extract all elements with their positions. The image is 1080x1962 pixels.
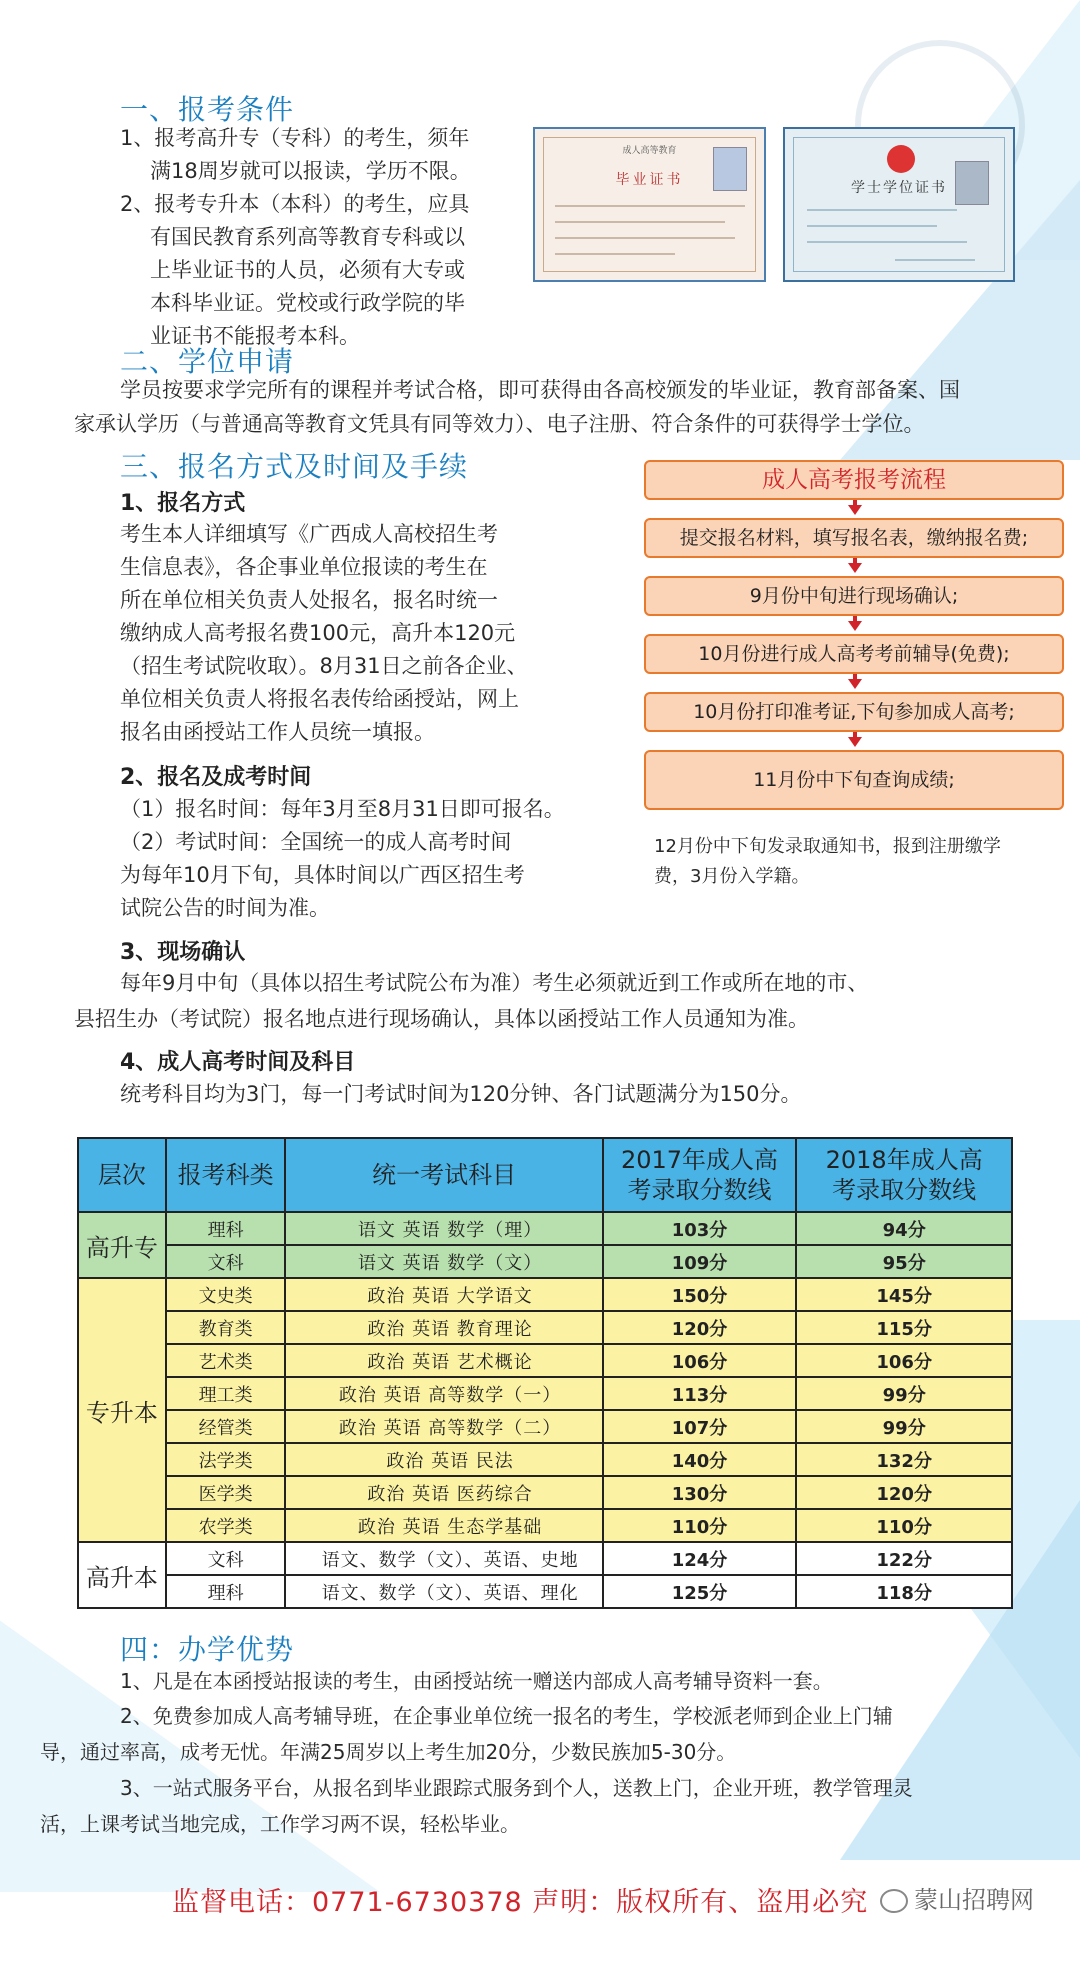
score-2017-cell: 107分 [603, 1410, 797, 1443]
text-line: （2）考试时间：全国统一的成人高考时间 [120, 830, 512, 854]
score-2018-cell: 99分 [796, 1377, 1012, 1410]
text-line: 生信息表》，各企事业单位报读的考生在 [120, 555, 488, 579]
column-header: 统一考试科目 [285, 1138, 602, 1212]
score-2017-cell: 106分 [603, 1344, 797, 1377]
subjects-cell: 政治 英语 高等数学（一） [285, 1377, 602, 1410]
table-row [78, 1476, 1012, 1509]
subjects-cell: 政治 英语 医药综合 [285, 1476, 602, 1509]
text-line: 报名由函授站工作人员统一填报。 [120, 720, 435, 744]
score-2018-cell: 145分 [796, 1278, 1012, 1311]
down-arrow-icon [848, 737, 862, 747]
category-cell: 理科 [166, 1212, 286, 1245]
text-line: 满18周岁就可以报读，学历不限。 [150, 159, 471, 183]
level-cell: 高升专 [78, 1212, 166, 1278]
score-2018-cell: 122分 [796, 1542, 1012, 1575]
category-cell: 经管类 [166, 1410, 286, 1443]
subheading-onsite-confirmation: 3、现场确认 [120, 940, 246, 965]
admission-score-table [77, 1137, 1013, 1609]
table-row [78, 1344, 1012, 1377]
column-header: 2018年成人高考录取分数线 [796, 1138, 1012, 1212]
table-row [78, 1509, 1012, 1542]
score-2018-cell: 120分 [796, 1476, 1012, 1509]
text-line: 每年9月中旬（具体以招生考试院公布为准）考生必须就近到工作或所在地的市、 [120, 971, 869, 995]
text-line: 活，上课考试当地完成，工作学习两不误，轻松毕业。 [40, 1812, 520, 1836]
section-title-degree: 二、学位申请 [120, 345, 295, 378]
category-cell: 农学类 [166, 1509, 286, 1542]
text-line: 1、凡是在本函授站报读的考生，由函授站统一赠送内部成人高考辅导资料一套。 [120, 1669, 833, 1693]
table-row [78, 1377, 1012, 1410]
score-2017-cell: 140分 [603, 1443, 797, 1476]
text-line: 统考科目均为3门，每一门考试时间为120分钟、各门试题满分为150分。 [120, 1082, 802, 1106]
text-line: 导，通过率高，成考无忧。年满25周岁以上考生加20分，少数民族加5-30分。 [40, 1740, 737, 1764]
category-cell: 艺术类 [166, 1344, 286, 1377]
flow-note: 12月份中下旬发录取通知书，报到注册缴学 [654, 836, 1001, 857]
score-2018-cell: 132分 [796, 1443, 1012, 1476]
text-line: 考生本人详细填写《广西成人高校招生考 [120, 522, 498, 546]
degree-title: 学士学位证书 [851, 180, 947, 196]
subheading-exam-subjects: 4、成人高考时间及科目 [120, 1050, 356, 1075]
wechat-icon [880, 1889, 908, 1913]
degree-certificate-image [783, 127, 1015, 282]
table-row [78, 1311, 1012, 1344]
text-line: 本科毕业证。党校或行政学院的毕 [150, 291, 465, 315]
category-cell: 教育类 [166, 1311, 286, 1344]
table-row [78, 1278, 1012, 1311]
score-2017-cell: 109分 [603, 1245, 797, 1278]
section-title-registration: 三、报名方式及时间及手续 [120, 450, 469, 483]
table-row [78, 1443, 1012, 1476]
down-arrow-icon [848, 563, 862, 573]
subheading-registration-time: 2、报名及成考时间 [120, 765, 312, 790]
category-cell: 理工类 [166, 1377, 286, 1410]
subjects-cell: 政治 英语 生态学基础 [285, 1509, 602, 1542]
category-cell: 文科 [166, 1542, 286, 1575]
score-2017-cell: 124分 [603, 1542, 797, 1575]
score-2017-cell: 113分 [603, 1377, 797, 1410]
text-line: 单位相关负责人将报名表传给函授站，网上 [120, 687, 519, 711]
down-arrow-icon [848, 505, 862, 515]
flow-note: 费，3月份入学籍。 [654, 866, 810, 887]
flowchart-title: 成人高考报考流程 [644, 460, 1064, 500]
score-2017-cell: 125分 [603, 1575, 797, 1608]
score-2018-cell: 94分 [796, 1212, 1012, 1245]
table-row [78, 1410, 1012, 1443]
text-line: 2、报考专升本（本科）的考生，应具 [120, 192, 470, 216]
score-2018-cell: 115分 [796, 1311, 1012, 1344]
text-line: 上毕业证书的人员，必须有大专或 [150, 258, 465, 282]
text-line: 家承认学历（与普通高等教育文凭具有同等效力）、电子注册、符合条件的可获得学士学位。 [74, 412, 925, 436]
text-line: 2、免费参加成人高考辅导班，在企事业单位统一报名的考生，学校派老师到企业上门辅 [120, 1704, 893, 1728]
table-row [78, 1542, 1012, 1575]
text-line: 业证书不能报考本科。 [150, 324, 360, 348]
score-2017-cell: 110分 [603, 1509, 797, 1542]
score-2017-cell: 120分 [603, 1311, 797, 1344]
category-cell: 法学类 [166, 1443, 286, 1476]
watermark-logo [880, 1880, 1034, 1915]
text-line: 学员按要求学完所有的课程并考试合格，即可获得由各高校颁发的毕业证，教育部备案、国 [120, 378, 960, 402]
column-header: 报考科类 [166, 1138, 286, 1212]
text-line: 缴纳成人高考报名费100元，高升本120元 [120, 621, 516, 645]
level-cell: 高升本 [78, 1542, 166, 1608]
photo-icon [955, 161, 989, 205]
flow-step: 10月份进行成人高考考前辅导(免费); [644, 634, 1064, 674]
category-cell: 医学类 [166, 1476, 286, 1509]
subjects-cell: 语文、数学（文）、英语、史地 [285, 1542, 602, 1575]
section-title-advantages: 四：办学优势 [120, 1633, 295, 1666]
score-2018-cell: 106分 [796, 1344, 1012, 1377]
level-cell: 专升本 [78, 1278, 166, 1542]
category-cell: 理科 [166, 1575, 286, 1608]
watermark-text: 蒙山招聘网 [914, 1886, 1034, 1914]
text-line: （1）报名时间：每年3月至8月31日即可报名。 [120, 797, 565, 821]
score-2017-cell: 150分 [603, 1278, 797, 1311]
subjects-cell: 政治 英语 艺术概论 [285, 1344, 602, 1377]
score-2018-cell: 110分 [796, 1509, 1012, 1542]
text-line: 县招生办（考试院）报名地点进行现场确认，具体以函授站工作人员通知为准。 [74, 1007, 809, 1031]
subjects-cell: 语文、数学（文）、英语、理化 [285, 1575, 602, 1608]
table-row [78, 1245, 1012, 1278]
table-header-row [78, 1138, 1012, 1212]
text-line: 3、一站式服务平台，从报名到毕业跟踪式服务到个人，送教上门，企业开班，教学管理灵 [120, 1776, 913, 1800]
text-line: 有国民教育系列高等教育专科或以 [150, 225, 465, 249]
diploma-title: 毕业证书 [615, 172, 684, 188]
table-row [78, 1575, 1012, 1608]
score-2018-cell: 118分 [796, 1575, 1012, 1608]
text-line: 试院公告的时间为准。 [120, 896, 330, 920]
diploma-certificate-image [533, 127, 766, 282]
column-header: 层次 [78, 1138, 166, 1212]
diploma-header: 成人高等教育 [622, 146, 677, 156]
subjects-cell: 政治 英语 高等数学（二） [285, 1410, 602, 1443]
subjects-cell: 语文 英语 数学（文） [285, 1245, 602, 1278]
flow-step: 9月份中旬进行现场确认; [644, 576, 1064, 616]
flow-step: 提交报名材料，填写报名表，缴纳报名费; [644, 518, 1064, 558]
subjects-cell: 政治 英语 大学语文 [285, 1278, 602, 1311]
text-line: 1、报考高升专（专科）的考生，须年 [120, 126, 470, 150]
score-2017-cell: 103分 [603, 1212, 797, 1245]
table-row [78, 1212, 1012, 1245]
subjects-cell: 语文 英语 数学（理） [285, 1212, 602, 1245]
text-line: 为每年10月下旬，具体时间以广西区招生考 [120, 863, 525, 887]
score-2018-cell: 99分 [796, 1410, 1012, 1443]
down-arrow-icon [848, 679, 862, 689]
subheading-registration-method: 1、报名方式 [120, 491, 246, 516]
text-line: 所在单位相关负责人处报名，报名时统一 [120, 588, 498, 612]
category-cell: 文史类 [166, 1278, 286, 1311]
column-header: 2017年成人高考录取分数线 [603, 1138, 797, 1212]
down-arrow-icon [848, 621, 862, 631]
flow-step: 10月份打印准考证,下旬参加成人高考; [644, 692, 1064, 732]
subjects-cell: 政治 英语 民法 [285, 1443, 602, 1476]
text-line: （招生考试院收取）。8月31日之前各企业、 [120, 654, 528, 678]
score-2017-cell: 130分 [603, 1476, 797, 1509]
supervision-phone: 监督电话：0771-6730378 声明：版权所有、盗用必究 [172, 1887, 869, 1918]
flow-step: 11月份中下旬查询成绩; [644, 750, 1064, 810]
national-emblem-icon [887, 145, 915, 173]
photo-icon [713, 147, 747, 191]
category-cell: 文科 [166, 1245, 286, 1278]
score-2018-cell: 95分 [796, 1245, 1012, 1278]
section-title-requirements: 一、报考条件 [120, 93, 295, 126]
subjects-cell: 政治 英语 教育理论 [285, 1311, 602, 1344]
